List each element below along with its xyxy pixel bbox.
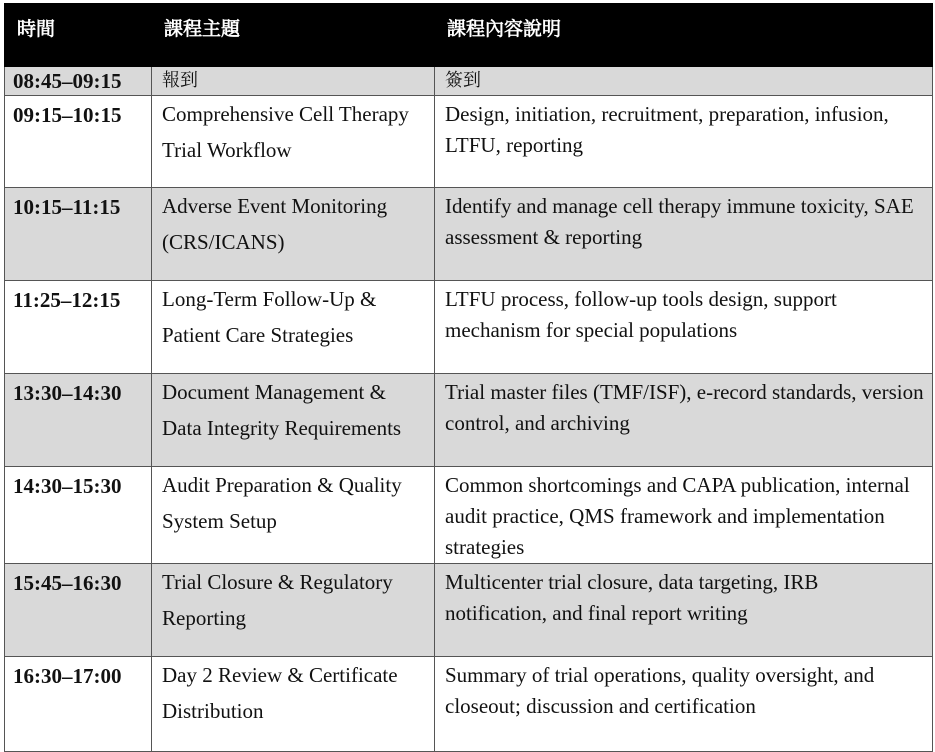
table-row: [5, 467, 933, 564]
table-row: [5, 96, 933, 188]
table-row: [5, 657, 933, 752]
header-topic: 課程主題: [152, 4, 435, 67]
row-description: Common shortcomings and CAPA publication, internal audit practice, QMS framework and implementation strategies: [435, 467, 933, 564]
header-description: 課程內容說明: [435, 4, 933, 67]
row-time: 08:45–09:15: [5, 67, 152, 96]
row-time: 16:30–17:00: [5, 657, 152, 752]
table-header: [5, 4, 933, 67]
table-row: [5, 564, 933, 657]
table-row: [5, 67, 933, 96]
header-row: [5, 4, 933, 67]
row-description: Design, initiation, recruitment, preparation, infusion, LTFU, reporting: [435, 96, 933, 188]
row-topic: 報到: [152, 67, 435, 96]
row-time: 09:15–10:15: [5, 96, 152, 188]
row-topic: Document Management & Data Integrity Requirements: [152, 374, 435, 467]
row-description: LTFU process, follow-up tools design, support mechanism for special populations: [435, 281, 933, 374]
row-topic: Audit Preparation & Quality System Setup: [152, 467, 435, 564]
row-time: 14:30–15:30: [5, 467, 152, 564]
table-row: [5, 374, 933, 467]
schedule-table: [4, 3, 933, 752]
table-row: [5, 281, 933, 374]
row-topic: Adverse Event Monitoring (CRS/ICANS): [152, 188, 435, 281]
row-description: Trial master files (TMF/ISF), e-record standards, version control, and archiving: [435, 374, 933, 467]
schedule-table-wrapper: [4, 3, 932, 752]
row-topic: Long-Term Follow-Up & Patient Care Strategies: [152, 281, 435, 374]
row-topic: Trial Closure & Regulatory Reporting: [152, 564, 435, 657]
row-time: 10:15–11:15: [5, 188, 152, 281]
row-description: Summary of trial operations, quality oversight, and closeout; discussion and certification: [435, 657, 933, 752]
row-time: 15:45–16:30: [5, 564, 152, 657]
row-topic: Day 2 Review & Certificate Distribution: [152, 657, 435, 752]
row-topic: Comprehensive Cell Therapy Trial Workflow: [152, 96, 435, 188]
row-time: 11:25–12:15: [5, 281, 152, 374]
row-time: 13:30–14:30: [5, 374, 152, 467]
row-description: Multicenter trial closure, data targeting, IRB notification, and final report writing: [435, 564, 933, 657]
table-body: [5, 67, 933, 752]
header-time: 時間: [5, 4, 152, 67]
row-description: Identify and manage cell therapy immune toxicity, SAE assessment & reporting: [435, 188, 933, 281]
table-row: [5, 188, 933, 281]
row-description: 簽到: [435, 67, 933, 96]
